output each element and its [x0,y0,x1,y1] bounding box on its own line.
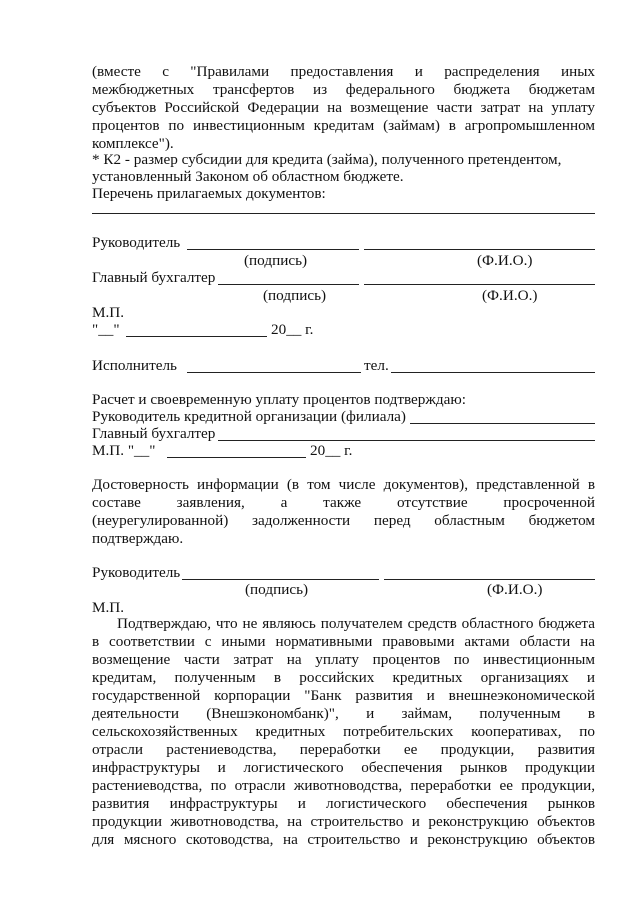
executor-label: Исполнитель [92,357,177,374]
paragraph-line: в соответствии с иными нормативными правовыми актами области на [92,633,595,650]
paragraph-line: процентов по инвестиционным кредитам (займам) в агропромышленном [92,117,595,134]
accountant-signature-line [218,284,359,285]
phone-line [391,372,595,373]
paragraph-line: развития инфраструктуры и логистического обеспечения рынков [92,795,595,812]
paragraph-line: Достоверность информации (в том числе документов), представленной в [92,476,595,493]
paragraph-line: продукции животноводства, на строительство и реконструкцию объектов [92,813,595,830]
paragraph-line: субъектов Российской Федерации на возмещение части затрат на уплату [92,99,595,116]
bank-head-label: Руководитель кредитной организации (филиала) [92,408,406,425]
attachments-heading: Перечень прилагаемых документов: [92,185,326,202]
paragraph-line: Подтверждаю, что не являюсь получателем средств областного бюджета [117,615,595,632]
head-signature-line [182,579,379,580]
accountant-name-line [364,284,595,285]
bank-stamp-date: М.П. "__" [92,442,156,459]
bank-accountant-label: Главный бухгалтер [92,425,216,442]
paragraph-line: государственной корпорации "Банк развития и внешнеэкономической [92,687,595,704]
bank-date-year: 20__ г. [310,442,353,459]
paragraph-line: для мясного скотоводства, на строительство и реконструкцию объектов [92,831,595,848]
paragraph-line: деятельности (Внешэкономбанк)", и займам, полученным в [92,705,595,722]
paragraph-line: (вместе с "Правилами предоставления и распределения иных [92,63,595,80]
fio-caption: (Ф.И.О.) [487,581,543,598]
stamp-place: М.П. [92,599,125,616]
bank-intro: Расчет и своевременную уплату процентов подтверждаю: [92,391,466,408]
signature-caption: (подпись) [244,252,308,269]
paragraph-line: комплексе"). [92,135,174,152]
paragraph-line: кредитам, полученным в российских кредитных организациях и [92,669,595,686]
bank-head-line [410,423,595,424]
date-blank [126,336,267,337]
paragraph-line: сельскохозяйственных кредитных потребительских кооперативах, по [92,723,595,740]
bank-accountant-line [218,440,595,441]
footnote-line: * К2 - размер субсидии для кредита (займа), полученного претендентом, [92,151,562,168]
fio-caption: (Ф.И.О.) [482,287,538,304]
head-label: Руководитель [92,234,181,251]
fio-caption: (Ф.И.О.) [477,252,533,269]
executor-name-line [187,372,361,373]
signature-caption: (подпись) [263,287,327,304]
bank-date-blank [167,457,306,458]
head-name-line [364,249,595,250]
head-signature-line [187,249,359,250]
paragraph-line: (неурегулированной) задолженности перед областным бюджетом [92,512,595,529]
paragraph-line: растениеводства, по отрасли животноводства, переработки ее продукции, [92,777,595,794]
head-label: Руководитель [92,564,181,581]
paragraph-line: составе заявления, а также отсутствие просроченной [92,494,595,511]
date-open: "__" [92,321,120,338]
stamp-place: М.П. [92,304,125,321]
accountant-label: Главный бухгалтер [92,269,216,286]
date-year: 20__ г. [271,321,314,338]
attachments-blank-line [92,213,595,214]
paragraph-line: инфраструктуры и логистического обеспечения рынков продукции [92,759,595,776]
signature-caption: (подпись) [245,581,309,598]
paragraph-line: подтверждаю. [92,530,184,547]
footnote-line: установленный Законом об областном бюджете. [92,168,404,185]
phone-label: тел. [364,357,389,374]
paragraph-line: межбюджетных трансфертов из федерального бюджета бюджетам [92,81,595,98]
paragraph-line: возмещение части затрат на уплату процентов по инвестиционным [92,651,595,668]
head-name-line [384,579,595,580]
paragraph-line: отрасли растениеводства, переработки ее продукции, развития [92,741,595,758]
